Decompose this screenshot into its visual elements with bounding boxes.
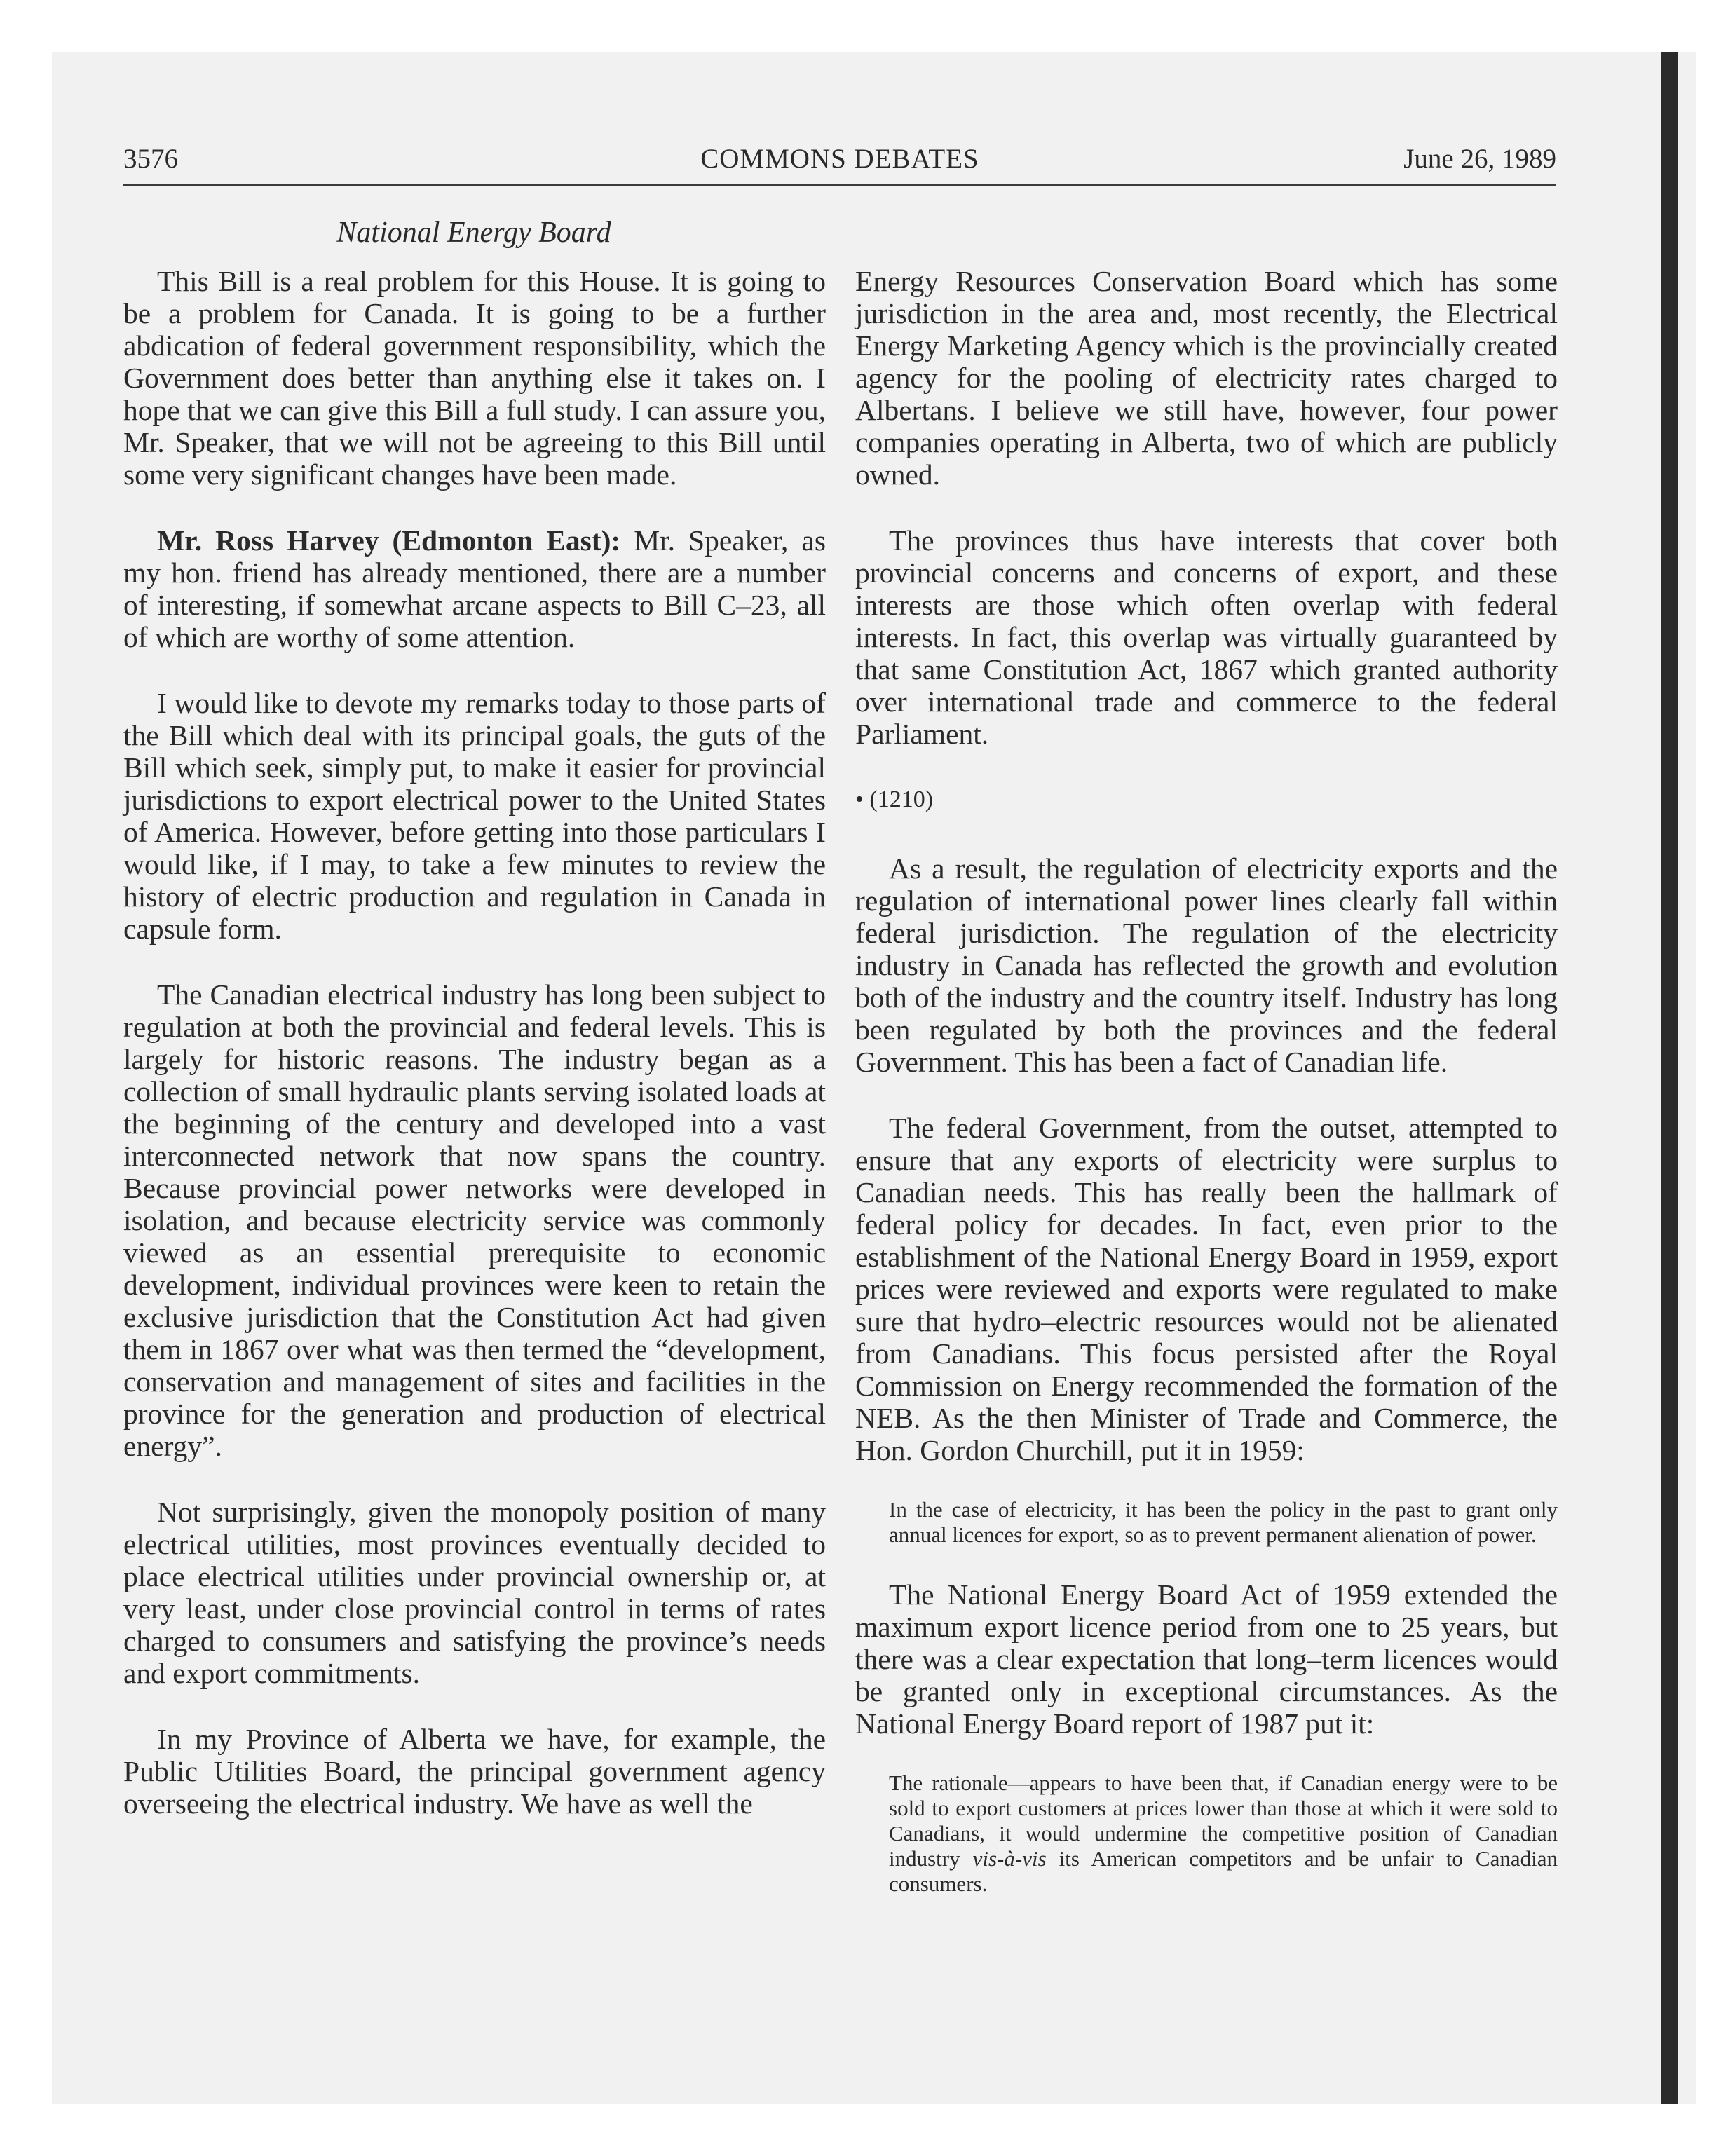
- paragraph: Energy Resources Conservation Board which has some jurisdiction in the area and, most recently, the Electrical Energy Marketing Agency which is the provincially created agency for the pooling of electricity rates charged to Albertans. I believe we still have, however, four power companies operating in Alberta, two of which are publicly owned.: [855, 265, 1558, 491]
- section-title: National Energy Board: [336, 217, 611, 249]
- speaker-name: Mr. Ross Harvey (Edmonton East):: [157, 524, 621, 557]
- paragraph: In my Province of Alberta we have, for example, the Public Utilities Board, the principal government agency overseeing the electrical industry. We have as well the: [123, 1723, 826, 1820]
- paragraph: The provinces thus have interests that cover both provincial concerns and concerns of export, and these interests are those which often overlap with federal interests. In fact, this overlap was virtually guaranteed by that same Constitution Act, 1867 which granted authority over international trade and commerce to the federal Parliament.: [855, 524, 1558, 750]
- right-column: [855, 265, 1558, 1928]
- header-date: June 26, 1989: [1403, 144, 1556, 174]
- paragraph: The National Energy Board Act of 1959 extended the maximum export licence period from one to 25 years, but there was a clear expectation that long–term licences would be granted only in exceptional circumstances. As the National Energy Board report of 1987 put it:: [855, 1578, 1558, 1740]
- paragraph: The Canadian electrical industry has long been subject to regulation at both the provincial and federal levels. This is largely for historic reasons. The industry began as a collection of small hydraulic plants serving isolated loads at the beginning of the century and developed into a vast interconnected network that now spans the country. Because provincial power networks were developed in isolation, and because electricity service was commonly viewed as an essential prerequisite to economic development, individual provinces were keen to retain the exclusive jurisdiction that the Constitution Act had given them in 1867 over what was then termed the “development, conservation and management of sites and facilities in the province for the generation and production of electrical energy”.: [123, 978, 826, 1462]
- paragraph: This Bill is a real problem for this House. It is going to be a problem for Canada. It is going to be a further abdication of federal government responsibility, which the Government does better than anything else it takes on. I hope that we can give this Bill a full study. I can assure you, Mr. Speaker, that we will not be agreeing to this Bill until some very significant changes have been made.: [123, 265, 826, 491]
- paragraph: I would like to devote my remarks today to those parts of the Bill which deal with its principal goals, the guts of the Bill which seek, simply put, to make it easier for provincial jurisdictions to export electrical power to the United States of America. However, before getting into those particulars I would like, if I may, to take a few minutes to review the history of electric production and regulation in Canada in capsule form.: [123, 687, 826, 945]
- block-quote: [855, 1770, 1558, 1897]
- speaker-text: Mr. Speaker, as my hon. friend has already mentioned, there are a number of interesting, if somewhat arcane aspects to Bill C–23, all of which are worthy of some attention.: [123, 524, 826, 653]
- speaker-paragraph: [123, 524, 826, 653]
- paragraph: The federal Government, from the outset, attempted to ensure that any exports of electricity were surplus to Canadian needs. This has really been the hallmark of federal policy for decades. In fact, even prior to the establishment of the National Energy Board in 1959, export prices were reviewed and exports were regulated to make sure that hydro–electric resources would not be alienated from Canadians. This focus persisted after the Royal Commission on Energy recommended the formation of the NEB. As the then Minister of Trade and Commerce, the Hon. Gordon Churchill, put it in 1959:: [855, 1112, 1558, 1466]
- time-marker: • (1210): [855, 786, 934, 812]
- page-number: 3576: [123, 144, 178, 174]
- publication-title: COMMONS DEBATES: [700, 144, 979, 174]
- paragraph: Not surprisingly, given the monopoly position of many electrical utilities, most provinces eventually decided to place electrical utilities under provincial ownership or, at very least, under close provincial control in terms of rates charged to consumers and satisfying the province’s needs and export commitments.: [123, 1496, 826, 1689]
- left-column: [123, 265, 826, 1820]
- quote-text: The rationale—appears to have been that, if Canadian energy were to be sold to export customers at prices lower than those at which it were sold to Canadians, it would undermine the competitive position of Canadian industry: [889, 1770, 1558, 1871]
- scan-edge-shadow: [1661, 52, 1678, 2104]
- quote-text: its American competitors and be unfair to Canadian consumers.: [889, 1846, 1558, 1896]
- block-quote: In the case of electricity, it has been the policy in the past to grant only annual licences for export, so as to prevent permanent alienation of power.: [889, 1497, 1558, 1547]
- quote-italic-text: vis-à-vis: [972, 1846, 1047, 1871]
- page-header: [123, 140, 1556, 186]
- paragraph: As a result, the regulation of electricity exports and the regulation of international power lines clearly fall within federal jurisdiction. The regulation of the electricity industry in Canada has reflected the growth and evolution both of the industry and the country itself. Industry has long been regulated by both the provinces and the federal Government. This has been a fact of Canadian life.: [855, 852, 1558, 1078]
